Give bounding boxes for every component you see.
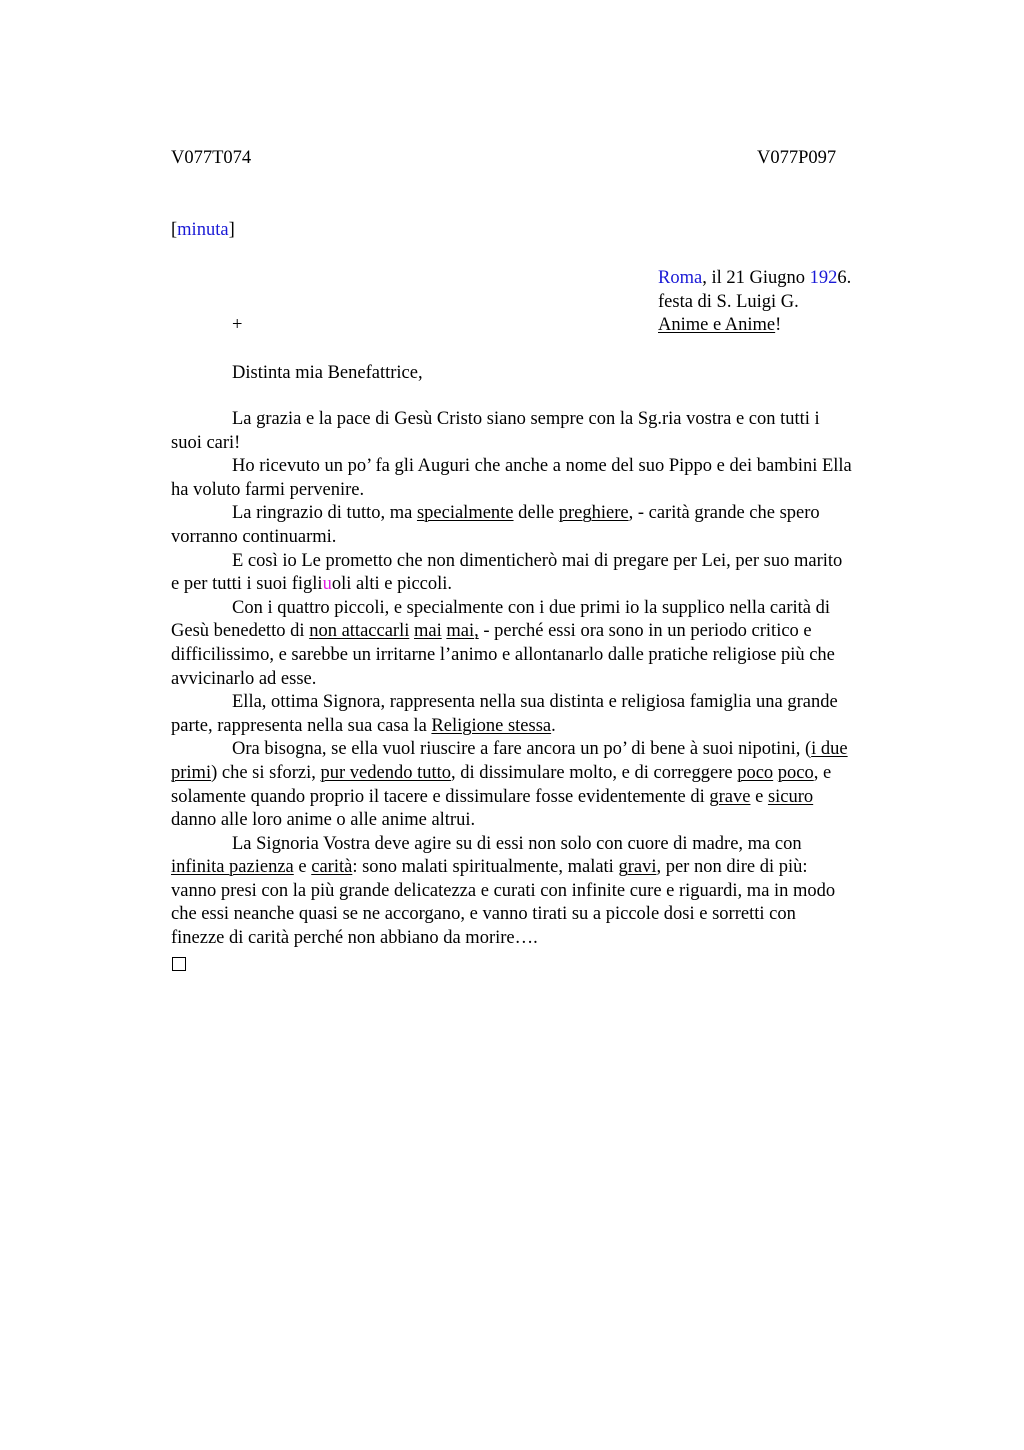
paragraph-2: Ho ricevuto un po’ fa gli Auguri che anche a nome del suo Pippo e dei bambini Ella ha voluto farmi pervenire. xyxy=(171,456,852,500)
salutation: Distinta mia Benefattrice, xyxy=(232,363,423,383)
paragraph-1: La grazia e la pace di Gesù Cristo siano sempre con la Sg.ria vostra e con tutti i suoi cari! xyxy=(171,409,820,453)
letter-body xyxy=(171,408,931,951)
end-mark-box-icon xyxy=(172,957,186,971)
minuta-label: [minuta] xyxy=(171,220,235,240)
paragraph-8: La Signoria Vostra deve agire su di essi non solo con cuore di madre, ma con infinita pazienza e carità: sono malati spiritualmente, malati gravi, per non dire di più: vanno presi con la più grande delicatezza e curati con infinite cure e riguardi, ma in modo che essi neanche quasi se ne accorgano, e vanno tirati su a piccole dosi e sorretti con finezze di carità perché non abbiano da morire…. xyxy=(171,833,836,949)
paragraph-6: Ella, ottima Signora, rappresenta nella sua distinta e religiosa famiglia una grande parte, rappresenta nella sua casa la Religione stessa. xyxy=(171,692,838,736)
cross-mark: + xyxy=(232,315,243,335)
paragraph-5: Con i quattro piccoli, e specialmente con i due primi io la supplico nella carità di Gesù benedetto di non attaccarli mai mai, - perché essi ora sono in un periodo critico e difficilissimo, e sarebbe un irritarne l’animo e allontanarlo dalle pratiche religiose più che avvicinarlo ad esse. xyxy=(171,597,835,689)
correction-mark: u xyxy=(322,574,332,595)
dateline: Roma, il 21 Giugno 1926. xyxy=(658,268,852,288)
dateline-motto: Anime e Anime! xyxy=(658,315,782,335)
paragraph-7: Ora bisogna, se ella vuol riuscire a fare ancora un po’ di bene à suoi nipotini, (i due primi) che si sforzi, pur vedendo tutto, di dissimulare molto, e di correggere poco poco, e solamente quando proprio il tacere e dissimulare fosse evidentemente di grave e sicuro danno alle loro anime o alle anime altrui. xyxy=(171,739,848,831)
document-code-right: V077P097 xyxy=(757,148,837,168)
dateline-feast: festa di S. Luigi G. xyxy=(658,292,799,312)
paragraph-3: La ringrazio di tutto, ma specialmente delle preghiere, - carità grande che spero vorranno continuarmi. xyxy=(171,503,820,547)
document-code-left: V077T074 xyxy=(171,148,252,168)
paragraph-4: E così io Le prometto che non dimenticherò mai di pregare per Lei, per suo marito e per tutti i suoi figliuoli alti e piccoli. xyxy=(171,550,843,595)
dateline-city: Roma xyxy=(658,268,703,288)
